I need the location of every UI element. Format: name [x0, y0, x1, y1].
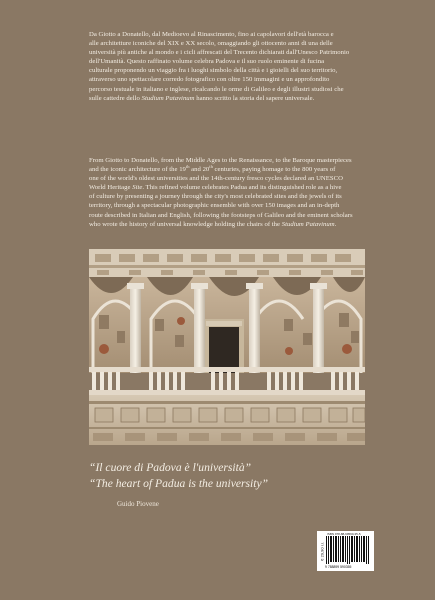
ordinal-sup: th	[185, 163, 190, 169]
en-line: route described in Italian and English, following the footsteps of Galileo and the eminent scholars	[89, 211, 353, 219]
it-line: percorso testuale in italiano e inglese, ricalcando le orme di Galileo e degli illustri studiosi che	[89, 85, 344, 93]
en-line: and 20	[189, 166, 210, 174]
it-line: università più antiche al mondo e i cicli affrescati del Trecento dichiarati dall'Unesco Patrimonio	[89, 49, 350, 57]
english-description	[89, 156, 365, 229]
it-italic-term: Studium Patavinum	[141, 94, 195, 102]
en-line: centuries, paying homage to the 800 years of	[212, 166, 336, 174]
italian-description	[89, 30, 365, 103]
barcode-icon	[326, 536, 370, 564]
barcode-label	[317, 531, 374, 571]
en-line: World Heritage	[89, 184, 133, 192]
price-text: € 29,90 i.i.	[319, 542, 325, 561]
en-line: territory, through a spectacular photographic ensemble with over 150 images and an in-depth	[89, 202, 340, 210]
en-line-end: .	[334, 220, 337, 228]
quote-english: “The heart of Padua is the university”	[89, 477, 269, 490]
it-line: culturale proponendo un viaggio fra i luoghi simbolo della città e i gioielli del suo territorio,	[89, 67, 338, 75]
en-line: who wrote the history of universal knowledge holding the chairs of the	[89, 220, 282, 228]
it-line: dell'Umanità. Questo raffinato volume celebra Padova e il suo ruolo eminente di fucina	[89, 58, 325, 66]
en-line: From Giotto to Donatello, from the Middle Ages to the Renaissance, to the Baroque masterpieces	[89, 157, 352, 164]
en-line: of culture by presenting a journey through the city's most celebrated sites and the jewels of its	[89, 193, 342, 201]
en-line: . This refined volume celebrates Padua and its distinguished role as a hive	[142, 184, 342, 192]
isbn-top-text: ISBN 978-88-99590-35-5	[327, 532, 361, 536]
it-line: alle architetture iconiche del XIX e XX secolo, omaggiando gli ottocento anni di una delle	[89, 40, 333, 48]
isbn-bottom-text: 9 788899 590355	[325, 565, 352, 569]
quote-block	[89, 460, 349, 492]
courtyard-photo	[89, 249, 365, 445]
it-line-end: hanno scritto la storia del sapere universale.	[194, 94, 315, 102]
quote-author: Guido Piovene	[117, 500, 159, 508]
it-line: sulle cattedre dello	[89, 94, 142, 102]
en-italic-term: Studium Patavinum	[281, 220, 335, 228]
it-line: Da Giotto a Donatello, dal Medioevo al Rinascimento, fino ai capolavori dell'età barocca e	[89, 31, 334, 38]
en-line: one of the world's oldest universities and the 14th-century fresco cycles declared an UNESCO	[89, 175, 343, 183]
quote-italian: “Il cuore di Padova è l'università”	[89, 461, 252, 474]
en-line: and the iconic architecture of the 19	[89, 166, 186, 174]
ordinal-sup: th	[209, 163, 213, 169]
en-italic-term: Site	[132, 184, 143, 192]
it-line: attraverso uno spettacolare corredo fotografico con oltre 150 immagini e un approfondito	[89, 76, 330, 84]
